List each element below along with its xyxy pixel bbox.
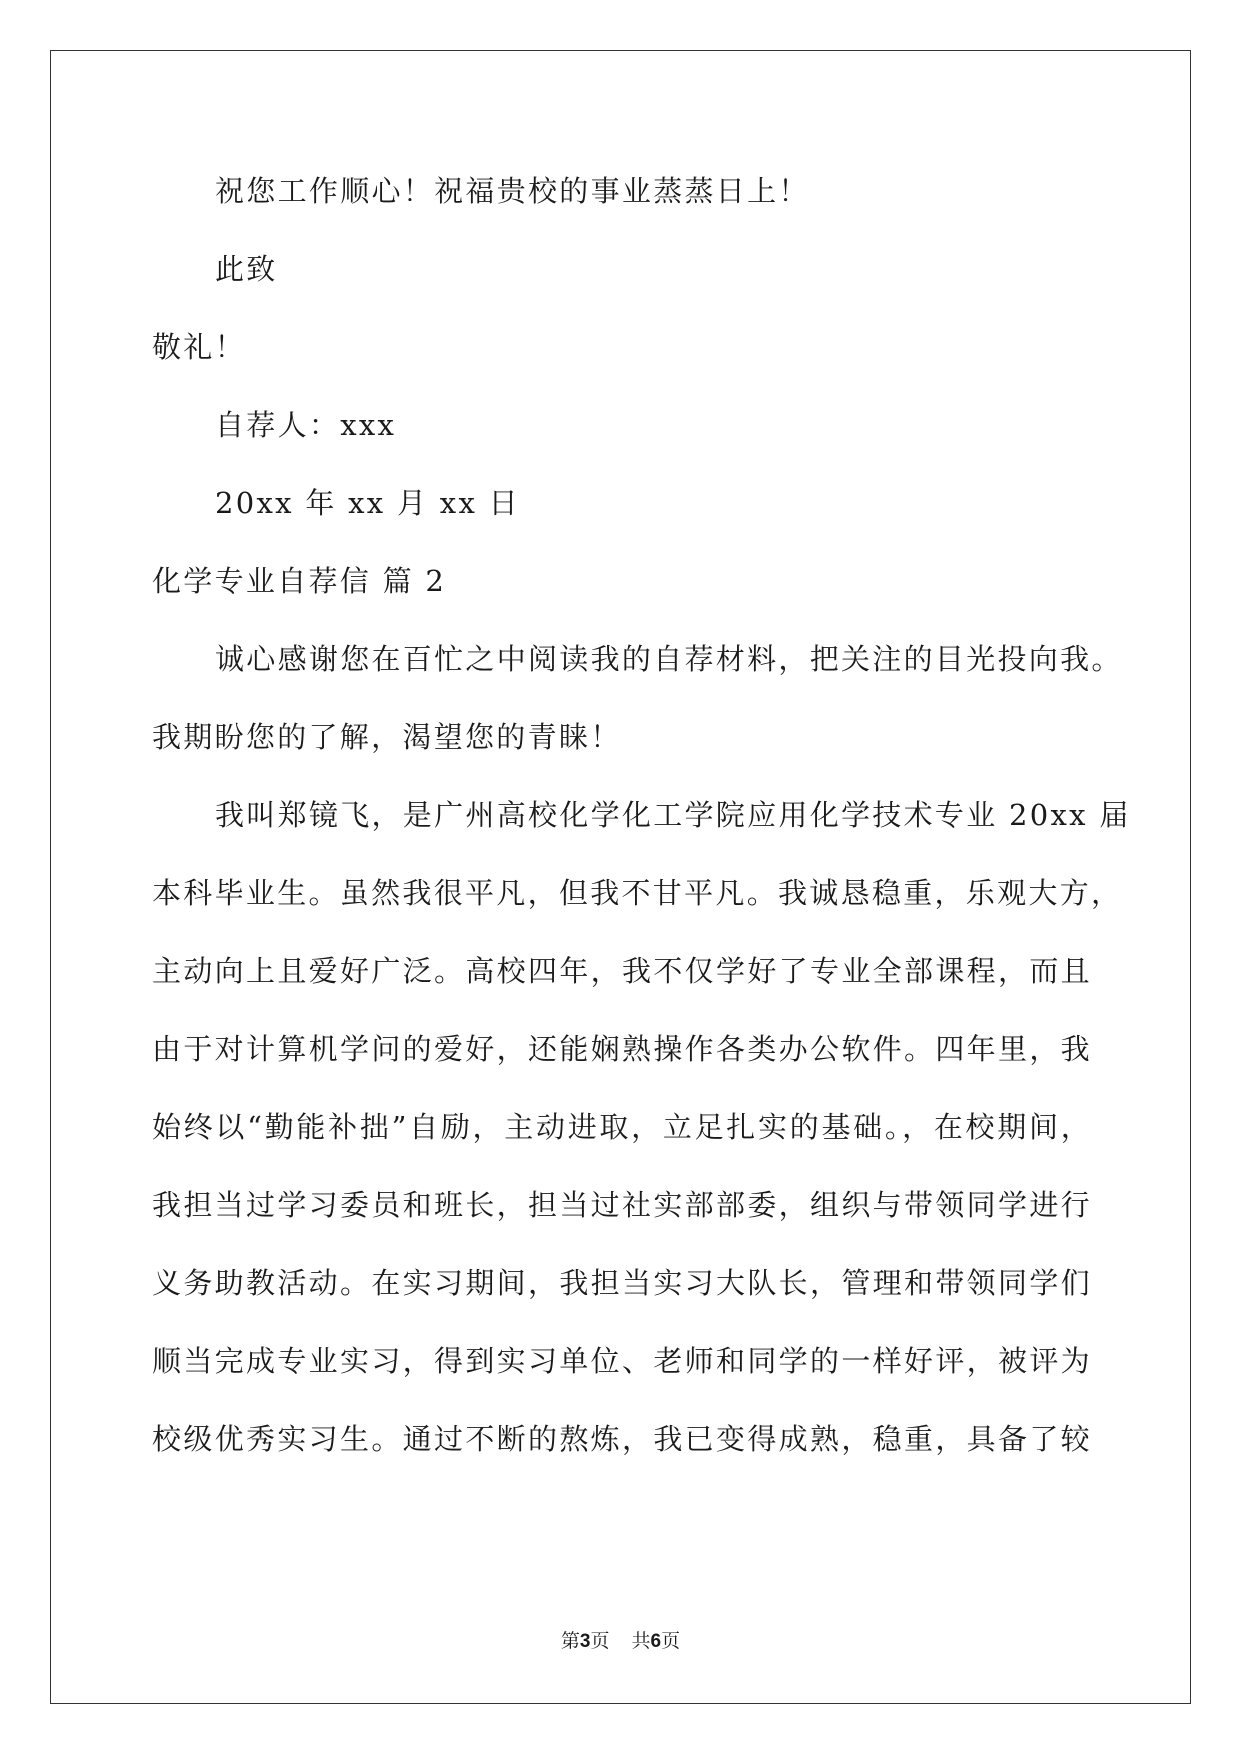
text-line-regards: 敬礼！ [152,330,246,364]
text-line: 我期盼您的了解，渴望您的青睐！ [152,720,622,754]
text-line: 校级优秀实习生。通过不断的熬炼，我已变得成熟，稳重，具备了较 [152,1422,1092,1456]
text-line: 始终以“勤能补拙”自励，主动进取，立足扎实的基础。，在校期间， [152,1110,1092,1144]
total-suffix: 页 [661,1630,681,1652]
text-line-signer: 自荐人：xxx [215,408,397,442]
text-line-date: 20xx 年 xx 月 xx 日 [215,486,520,520]
text-line: 诚心感谢您在百忙之中阅读我的自荐材料，把关注的目光投向我。 [215,642,1123,676]
page-prefix: 第 [560,1630,580,1652]
page-total-number: 6 [650,1631,662,1652]
text-line: 我叫郑镜飞，是广州高校化学化工学院应用化学技术专业 20xx 届 [215,798,1131,832]
text-line: 顺当完成专业实习，得到实习单位、老师和同学的一样好评，被评为 [152,1344,1092,1378]
page-current-number: 3 [579,1631,591,1652]
text-line: 我担当过学习委员和班长，担当过社实部部委，组织与带领同学进行 [152,1188,1092,1222]
text-line-closing-wish: 祝您工作顺心！祝福贵校的事业蒸蒸日上！ [215,174,810,208]
section-heading: 化学专业自荐信 篇 2 [152,564,447,598]
text-line: 主动向上且爱好广泛。高校四年，我不仅学好了专业全部课程，而且 [152,954,1092,988]
text-line-salutation: 此致 [215,252,278,286]
page-footer [0,1627,1241,1656]
text-line: 本科毕业生。虽然我很平凡，但我不甘平凡。我诚恳稳重，乐观大方， [152,876,1123,910]
text-line: 义务助教活动。在实习期间，我担当实习大队长，管理和带领同学们 [152,1266,1092,1300]
page-suffix: 页 [590,1630,610,1652]
total-prefix: 共 [631,1630,651,1652]
text-line: 由于对计算机学问的爱好，还能娴熟操作各类办公软件。四年里，我 [152,1032,1092,1066]
document-body [152,152,1131,1478]
